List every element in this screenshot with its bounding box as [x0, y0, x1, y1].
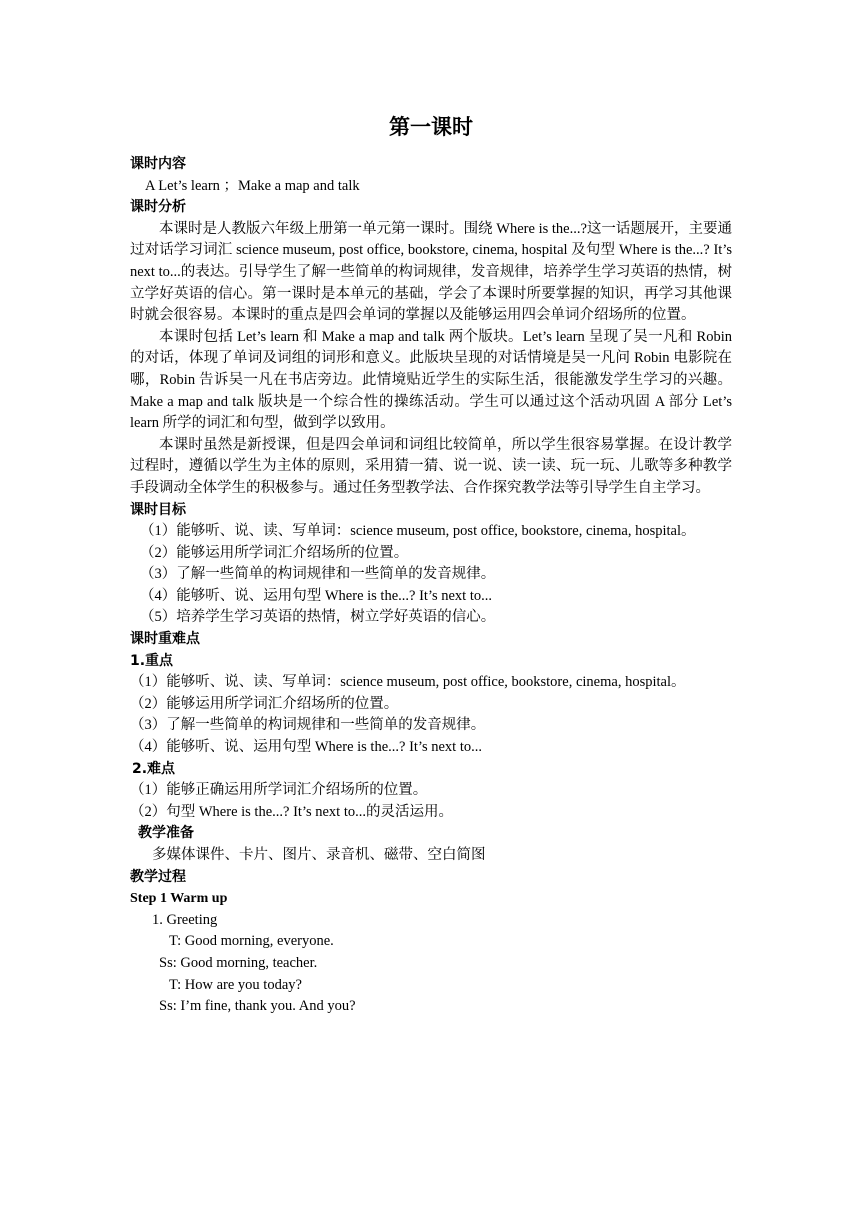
subheading-difficult: 2.难点 — [132, 760, 176, 777]
goal-item: （2）能够运用所学词汇介绍场所的位置。 — [140, 544, 409, 561]
goal-item: （3）了解一些简单的构词规律和一些简单的发音规律。 — [140, 566, 496, 583]
difficult-item: （1）能够正确运用所学词汇介绍场所的位置。 — [130, 782, 428, 799]
goal-item: （4）能够听、说、运用句型 Where is the...? It’s next to... — [140, 587, 492, 604]
prep-line: 多媒体课件、卡片、图片、录音机、磁带、空白简图 — [152, 847, 486, 863]
dialogue-line-students: Ss: Good morning, teacher. — [159, 954, 318, 971]
section-heading-content: 课时内容 — [130, 156, 186, 172]
key-item: （3）了解一些简单的构词规律和一些简单的发音规律。 — [130, 717, 486, 734]
dialogue-line-students: Ss: I’m fine, thank you. And you? — [159, 998, 356, 1015]
analysis-paragraph-3: 本课时虽然是新授课，但是四会单词和词组比较简单，所以学生很容易掌握。在设计教学过程时，遵循以学生为主体的原则，采用猜一猜、说一说、读一读、玩一玩、儿歌等多种教学手段调动全体学生的积极参与。通过任务型教学法、合作探究教学法等引导学生自主学习。 — [130, 436, 732, 496]
key-item: （2）能够运用所学词汇介绍场所的位置。 — [130, 695, 399, 712]
difficult-item: （2）句型 Where is the...? It’s next to...的灵活运用。 — [130, 803, 453, 820]
section-heading-goals: 课时目标 — [130, 501, 186, 518]
key-item: （4）能够听、说、运用句型 Where is the...? It’s next to... — [130, 739, 482, 756]
analysis-paragraph-2: 本课时包括 Let’s learn 和 Make a map and talk 两个版块。Let’s learn 呈现了吴一凡和 Robin 的对话，体现了单词及词组的词形和意义。此版块呈现的对话情境是吴一凡问 Robin 电影院在哪，Robin 告诉吴一凡在书店旁边。此情境贴近学生的实际生活，很能激发学生学习的兴趣。Make a map and talk 版块是一个综合性的操练活动。学生可以通过这个活动巩固 A 部分 Let’s learn 所学的词汇和句型，做到学以致用。 — [130, 328, 732, 432]
step-item: 1. Greeting — [152, 911, 218, 928]
document-page — [130, 112, 732, 1018]
key-item: （1）能够听、说、读、写单词：science museum, post office, bookstore, cinema, hospital。 — [130, 674, 686, 691]
goal-item: （1）能够听、说、读、写单词：science museum, post office, bookstore, cinema, hospital。 — [140, 523, 696, 540]
content-line: A Let’s learn ；Make a map and talk — [145, 177, 360, 194]
step-heading: Step 1 Warm up — [130, 891, 228, 907]
goal-item: （5）培养学生学习英语的热情，树立学好英语的信心。 — [140, 609, 496, 626]
dialogue-line-teacher: T: Good morning, everyone. — [169, 933, 334, 950]
section-heading-keypoints: 课时重难点 — [130, 631, 200, 648]
subheading-key: 1.重点 — [130, 652, 174, 669]
section-heading-prep: 教学准备 — [138, 825, 194, 842]
dialogue-line-teacher: T: How are you today? — [169, 976, 302, 993]
analysis-paragraph-1: 本课时是人教版六年级上册第一单元第一课时。围绕 Where is the...?这一话题展开，主要通过对话学习词汇 science museum, post office, bookstore, cinema, hospital 及句型 Where is the...? It’s next to...的表达。引导学生了解一些简单的构词规律，发音规律，培养学生学习英语的热情，树立学好英语的信心。第一课时是本单元的基础，学会了本课时所要掌握的知识，再学习其他课时就会很容易。本课时的重点是四会单词的掌握以及能够运用四会单词介绍场所的位置。 — [130, 220, 732, 324]
document-title: 第一课时 — [389, 115, 473, 139]
section-heading-process: 教学过程 — [130, 868, 186, 885]
section-heading-analysis: 课时分析 — [130, 199, 186, 216]
